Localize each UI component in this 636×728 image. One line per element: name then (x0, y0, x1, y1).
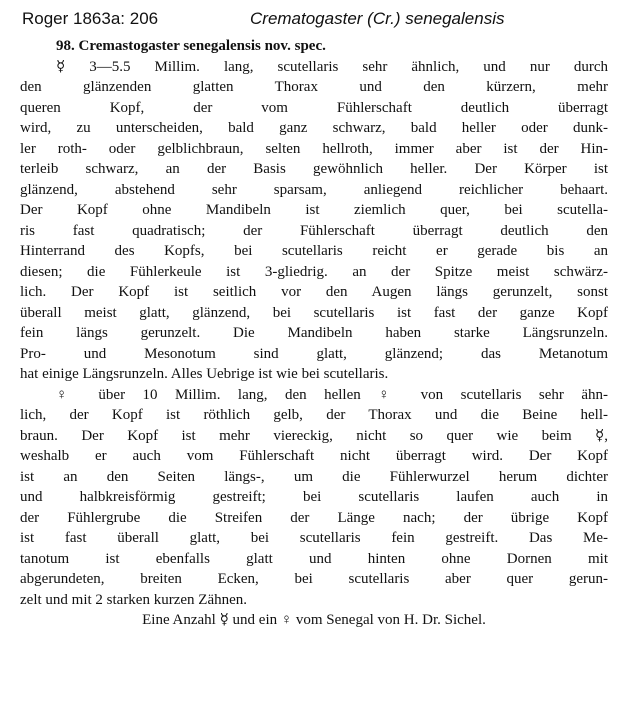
page-header (22, 6, 622, 32)
text-line: Hinterrand des Kopfs, bei scutellaris reicht er gerade bis an (20, 243, 608, 259)
text-line: Eine Anzahl ☿ und ein ♀ vom Senegal von H. Dr. Sichel. (142, 612, 486, 628)
text-line: lich. Der Kopf ist seitlich vor den Augen längs gerunzelt, sonst (20, 284, 608, 300)
text-line: ler roth- oder gelblichbraun, selten hellroth, immer aber ist der Hin- (20, 140, 608, 157)
text-line: ist an den Seiten längs-, um die Fühlerwurzel herum dichter (20, 468, 608, 485)
text-line: glänzend, abstehend sehr sparsam, anliegend reichlicher behaart. (20, 181, 608, 198)
text-line: hat einige Längsrunzeln. Alles Uebrige ist wie bei scutellaris. (20, 366, 389, 382)
text-line: tanotum ist ebenfalls glatt und hinten ohne Dornen mit (20, 550, 608, 567)
text-line: ♀ über 10 Millim. lang, den hellen ♀ von scutellaris sehr ähn- (56, 386, 608, 403)
text-line: den glänzenden glatten Thorax und den kürzern, mehr (20, 79, 608, 95)
text-line: der Fühlergrube die Streifen der Länge nach; der übrige Kopf (20, 509, 608, 526)
text-line: ris fast quadratisch; der Fühlerschaft überragt deutlich den (20, 222, 608, 239)
text-line: diesen; die Fühlerkeule ist 3-gliedrig. an der Spitze meist schwärz- (20, 263, 608, 280)
text-line: lich, der Kopf ist röthlich gelb, der Thorax und die Beine hell- (20, 407, 608, 423)
text-line: fein längs gerunzelt. Die Mandibeln haben starke Längsrunzeln. (20, 325, 608, 341)
text-line: überall meist glatt, glänzend, bei scutellaris ist fast der ganze Kopf (20, 304, 608, 321)
taxon-name: Crematogaster (Cr.) senegalensis (250, 9, 505, 28)
text-line: Der Kopf ohne Mandibeln ist ziemlich quer, bei scutella- (20, 202, 608, 218)
text-line: zelt und mit 2 starken kurzen Zähnen. (20, 591, 248, 608)
text-line: terleib schwarz, an der Basis gewöhnlich heller. Der Körper ist (20, 161, 608, 177)
text-line: und halbkreisförmig gestreift; bei scutellaris laufen auch in (20, 489, 608, 505)
text-line: Pro- und Mesonotum sind glatt, glänzend; das Metanotum (20, 345, 608, 362)
text-line: abgerundeten, breiten Ecken, bei scutellaris aber quer gerun- (20, 571, 608, 587)
text-line: queren Kopf, der vom Fühlerschaft deutlich überragt (20, 99, 608, 116)
text-line: wird, zu unterscheiden, bald ganz schwarz, bald heller oder dunk- (20, 120, 608, 136)
text-line: ☿ 3—5.5 Millim. lang, scutellaris sehr ähnlich, und nur durch (56, 58, 608, 75)
citation-label: Roger 1863a: 206 (22, 9, 159, 28)
text-line: ist fast überall glatt, bei scutellaris fein gestreift. Das Me- (20, 530, 608, 546)
species-heading: 98. Cremastogaster senegalensis nov. spec. (56, 38, 326, 54)
text-line: braun. Der Kopf ist mehr viereckig, nicht so quer wie beim ☿, (20, 427, 608, 444)
document-page (20, 36, 608, 631)
text-line: weshalb er auch vom Fühlerschaft nicht überragt wird. Der Kopf (20, 448, 608, 464)
